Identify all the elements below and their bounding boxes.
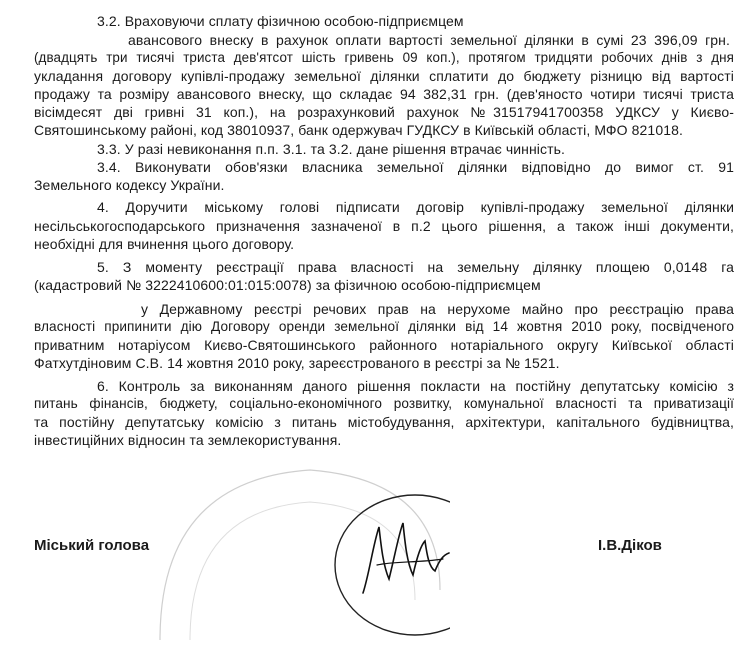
doc-line-16: у Державному реєстрі речових прав на нерухоме майно про реєстрацію права [141,301,734,317]
doc-line-9: 3.4. Виконувати обов'язки власника земельної ділянки відповідно до вимог ст. 91 [97,159,734,175]
doc-line-11: 4. Доручити міському голові підписати договір купівлі-продажу земельної ділянки [97,199,734,215]
doc-line-14: 5. З моменту реєстрації права власності на земельну ділянку площею 0,0148 га [97,259,734,275]
doc-line-18: приватним нотаріусом Києво-Святошинського районного нотаріального округу Київської області [34,337,734,353]
doc-line-22: та постійну депутатську комісію з питань містобудування, архітектури, капітального будівництва, [34,414,734,430]
doc-line-4: укладання договору купівлі-продажу земельної ділянки сплатити до бюджету різницю від вартості [34,68,734,84]
doc-line-12: несільськогосподарського призначення зазначеної в п.2 цього рішення, а також інші документи, [34,218,734,234]
doc-line-7: Святошинському районі, код 38010937, банк одержувач ГУДКСУ в Київській області, МФО 821018. [34,122,683,138]
doc-line-23: інвестиційних відносин та землекористування. [34,432,342,448]
stamp-seal [120,440,450,652]
doc-line-10: Земельного кодексу України. [34,177,225,193]
doc-line-21: питань фінансів, бюджету, соціально-економічного розвитку, комунальної власності та приватизації [34,396,734,411]
doc-line-20: 6. Контроль за виконанням даного рішення покласти на постійну депутатську комісію з [97,378,734,394]
doc-line-19: Фатхутдіновим С.В. 14 жовтня 2010 року, зареєстрованого в реєстрі за № 1521. [34,355,560,371]
signature-position-title: Міський голова [34,537,150,554]
doc-line-6: вісімдесят дві гривні 31 коп.), на розрахунковий рахунок №31517941700358 УДКСУ у Києво- [34,104,734,120]
doc-line-2: авансового внеску в рахунок оплати вартості земельної ділянки в сумі 23 396,09 грн. [128,32,730,48]
doc-line-1: 3.2. Враховуючи сплату фізичною особою-підприємцем [97,13,464,29]
doc-line-8: 3.3. У разі невиконання п.п. 3.1. та 3.2. дане рішення втрачає чинність. [97,141,566,157]
doc-line-15: (кадастровий № 3222410600:01:015:0078) за фізичною особою-підприємцем [34,277,541,293]
handwritten-signature [355,505,465,605]
doc-line-13: необхідні для вчинення цього договору. [34,236,295,252]
signature-name: І.В.Діков [598,537,662,554]
doc-line-5: продажу та розміру авансового внеску, що складає 94 382,31 грн. (дев'яносто чотири тисячі триста [34,86,734,102]
doc-line-17: власності припинити дію Договору оренди земельної ділянки від 14 жовтня 2010 року, посвідченого [34,319,734,334]
doc-line-3: (двадцять три тисячі триста дев'ятсот шість гривень 09 коп.), протягом тридцяти робочих днів з дня [34,50,734,65]
